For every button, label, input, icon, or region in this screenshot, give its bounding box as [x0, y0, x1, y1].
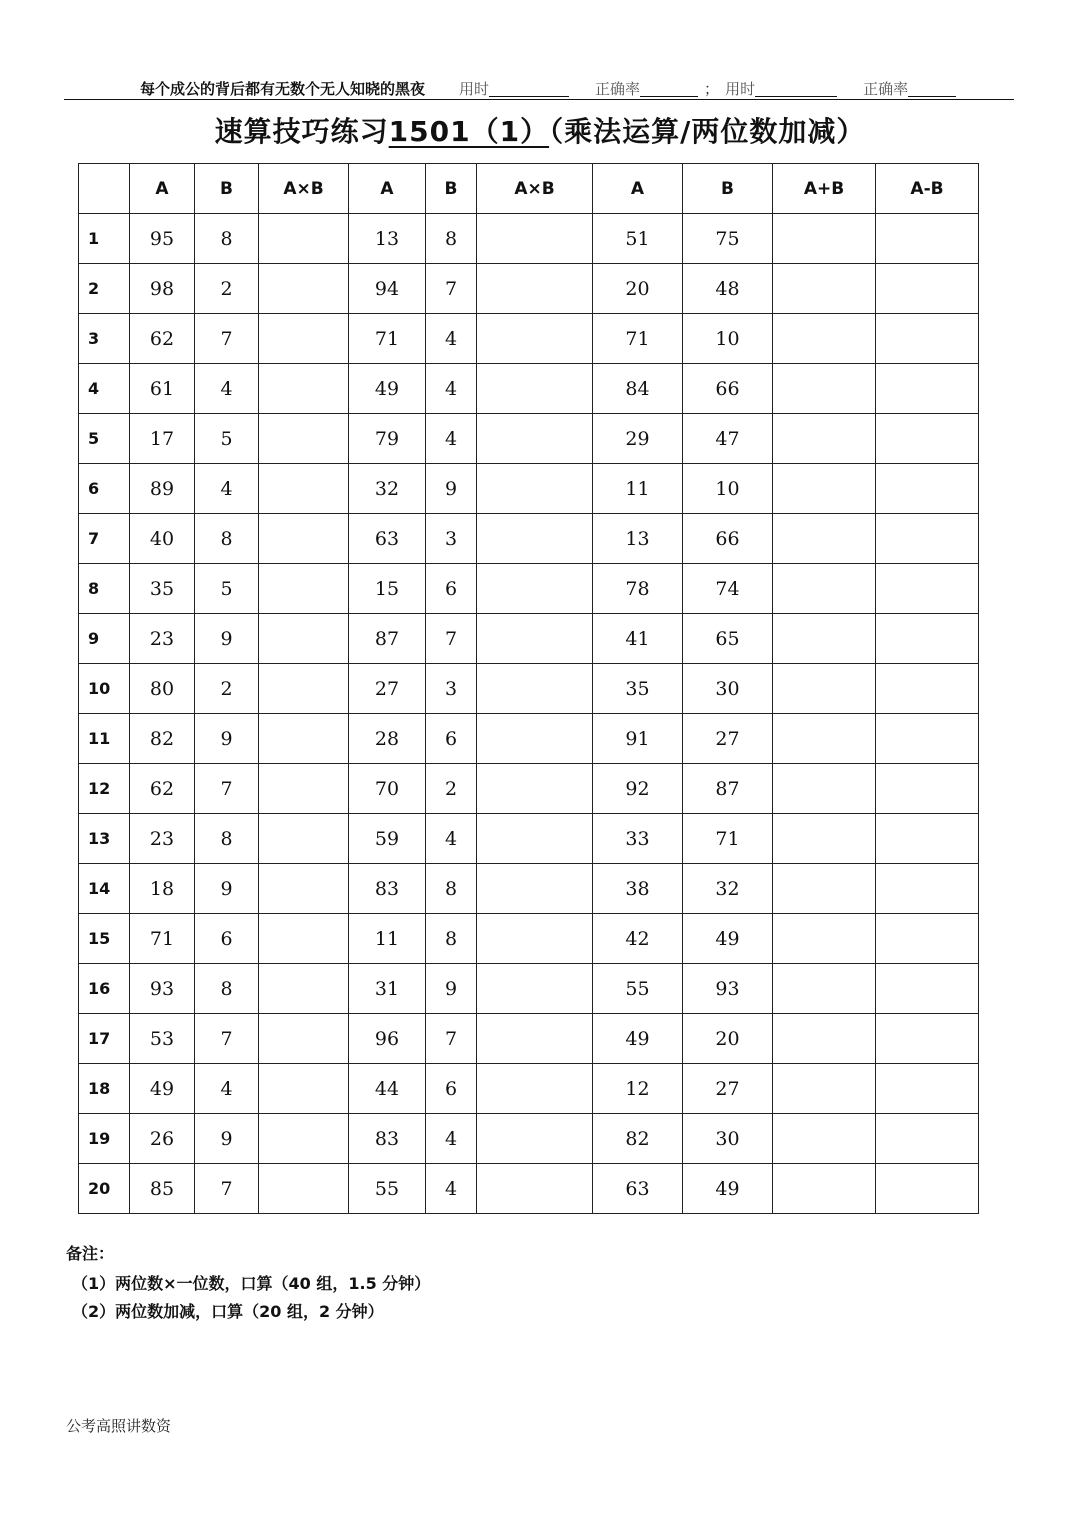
- time-label-1: 用时: [459, 79, 490, 98]
- cell-a-mul2: 13: [349, 214, 426, 264]
- answer-sum[interactable]: [773, 1164, 876, 1214]
- header-difference: A-B: [876, 164, 979, 214]
- answer-difference[interactable]: [876, 764, 979, 814]
- cell-b-mul2: 4: [426, 1114, 477, 1164]
- cell-b-mul1: 8: [195, 964, 259, 1014]
- cell-b-addsub: 49: [683, 914, 773, 964]
- cell-a-addsub: 84: [593, 364, 683, 414]
- cell-a-mul2: 28: [349, 714, 426, 764]
- cell-a-addsub: 33: [593, 814, 683, 864]
- cell-a-mul2: 83: [349, 864, 426, 914]
- answer-difference[interactable]: [876, 714, 979, 764]
- answer-sum[interactable]: [773, 364, 876, 414]
- cell-a-mul1: 71: [130, 914, 195, 964]
- answer-difference[interactable]: [876, 914, 979, 964]
- table-row: [79, 914, 979, 964]
- cell-a-mul2: 83: [349, 1114, 426, 1164]
- answer-sum[interactable]: [773, 414, 876, 464]
- cell-a-mul1: 18: [130, 864, 195, 914]
- notes-title: 备注：: [66, 1244, 115, 1263]
- cell-b-mul1: 6: [195, 914, 259, 964]
- note-line-2: （2）两位数加减，口算（20 组，2 分钟）: [72, 1302, 384, 1321]
- cell-a-addsub: 20: [593, 264, 683, 314]
- cell-b-mul2: 8: [426, 914, 477, 964]
- cell-b-mul2: 4: [426, 364, 477, 414]
- answer-product-2[interactable]: [477, 1014, 593, 1064]
- cell-b-mul2: 6: [426, 1064, 477, 1114]
- cell-b-mul2: 9: [426, 964, 477, 1014]
- cell-a-mul1: 62: [130, 314, 195, 364]
- answer-difference[interactable]: [876, 564, 979, 614]
- cell-b-mul2: 7: [426, 614, 477, 664]
- row-index: 14: [79, 864, 130, 914]
- cell-b-addsub: 30: [683, 1114, 773, 1164]
- table-row: [79, 1164, 979, 1214]
- cell-a-addsub: 42: [593, 914, 683, 964]
- cell-a-mul1: 53: [130, 1014, 195, 1064]
- cell-b-mul2: 7: [426, 1014, 477, 1064]
- answer-sum[interactable]: [773, 1114, 876, 1164]
- cell-a-addsub: 91: [593, 714, 683, 764]
- footer-text: 公考高照讲数资: [66, 1417, 172, 1435]
- cell-b-mul1: 8: [195, 514, 259, 564]
- cell-a-addsub: 51: [593, 214, 683, 264]
- answer-product-2[interactable]: [477, 664, 593, 714]
- answer-product-2[interactable]: [477, 214, 593, 264]
- answer-product-1[interactable]: [259, 914, 349, 964]
- answer-difference[interactable]: [876, 1014, 979, 1064]
- cell-a-mul1: 62: [130, 764, 195, 814]
- answer-sum[interactable]: [773, 314, 876, 364]
- cell-a-mul2: 55: [349, 1164, 426, 1214]
- row-index: 19: [79, 1114, 130, 1164]
- accuracy-blank-1[interactable]: [640, 80, 698, 97]
- answer-product-2[interactable]: [477, 514, 593, 564]
- answer-product-2[interactable]: [477, 414, 593, 464]
- accuracy-blank-2[interactable]: [908, 80, 956, 97]
- answer-product-2[interactable]: [477, 914, 593, 964]
- cell-b-mul1: 4: [195, 464, 259, 514]
- row-index: 15: [79, 914, 130, 964]
- cell-a-mul1: 95: [130, 214, 195, 264]
- cell-b-addsub: 27: [683, 714, 773, 764]
- answer-difference[interactable]: [876, 1064, 979, 1114]
- answer-sum[interactable]: [773, 214, 876, 264]
- answer-difference[interactable]: [876, 214, 979, 264]
- title-suffix: （乘法运算/两位数加减）: [549, 115, 866, 148]
- answer-product-1[interactable]: [259, 614, 349, 664]
- time-blank-2[interactable]: [755, 80, 837, 97]
- answer-product-1[interactable]: [259, 314, 349, 364]
- cell-a-addsub: 41: [593, 614, 683, 664]
- header-a-mul1: A: [130, 164, 195, 214]
- cell-a-mul2: 96: [349, 1014, 426, 1064]
- row-index: 5: [79, 414, 130, 464]
- cell-b-mul2: 6: [426, 714, 477, 764]
- answer-product-1[interactable]: [259, 864, 349, 914]
- answer-product-2[interactable]: [477, 964, 593, 1014]
- answer-sum[interactable]: [773, 514, 876, 564]
- table-row: [79, 1064, 979, 1114]
- cell-a-mul1: 23: [130, 814, 195, 864]
- table-body: [79, 214, 979, 1214]
- row-index: 3: [79, 314, 130, 364]
- answer-product-2[interactable]: [477, 764, 593, 814]
- row-index: 17: [79, 1014, 130, 1064]
- cell-a-mul2: 31: [349, 964, 426, 1014]
- cell-b-mul1: 8: [195, 214, 259, 264]
- answer-product-1[interactable]: [259, 714, 349, 764]
- answer-sum[interactable]: [773, 1014, 876, 1064]
- cell-a-mul2: 27: [349, 664, 426, 714]
- page-title: [0, 110, 1080, 150]
- answer-product-1[interactable]: [259, 964, 349, 1014]
- cell-b-mul2: 3: [426, 514, 477, 564]
- answer-sum[interactable]: [773, 614, 876, 664]
- accuracy-label-2: 正确率: [863, 79, 909, 98]
- cell-b-mul1: 2: [195, 664, 259, 714]
- answer-product-2[interactable]: [477, 864, 593, 914]
- answer-difference[interactable]: [876, 964, 979, 1014]
- answer-product-2[interactable]: [477, 714, 593, 764]
- cell-b-mul1: 2: [195, 264, 259, 314]
- answer-sum[interactable]: [773, 564, 876, 614]
- cell-b-mul2: 4: [426, 1164, 477, 1214]
- answer-product-1[interactable]: [259, 514, 349, 564]
- title-code: 1501（1）: [388, 115, 550, 148]
- table-row: [79, 814, 979, 864]
- time-blank-1[interactable]: [489, 80, 569, 97]
- answer-sum[interactable]: [773, 864, 876, 914]
- cell-a-addsub: 49: [593, 1014, 683, 1064]
- cell-a-addsub: 78: [593, 564, 683, 614]
- cell-b-addsub: 47: [683, 414, 773, 464]
- row-index: 1: [79, 214, 130, 264]
- cell-a-mul2: 79: [349, 414, 426, 464]
- table-row: [79, 214, 979, 264]
- row-index: 2: [79, 264, 130, 314]
- answer-product-1[interactable]: [259, 264, 349, 314]
- accuracy-label-1: 正确率: [595, 79, 641, 98]
- cell-a-mul2: 94: [349, 264, 426, 314]
- cell-a-mul1: 49: [130, 1064, 195, 1114]
- cell-a-mul1: 89: [130, 464, 195, 514]
- cell-a-mul1: 23: [130, 614, 195, 664]
- cell-b-mul2: 4: [426, 314, 477, 364]
- table-row: [79, 964, 979, 1014]
- row-index: 9: [79, 614, 130, 664]
- answer-sum[interactable]: [773, 914, 876, 964]
- cell-b-mul1: 9: [195, 614, 259, 664]
- cell-a-addsub: 82: [593, 1114, 683, 1164]
- answer-difference[interactable]: [876, 664, 979, 714]
- cell-b-addsub: 93: [683, 964, 773, 1014]
- note-line-1: （1）两位数×一位数，口算（40 组，1.5 分钟）: [72, 1274, 431, 1293]
- answer-sum[interactable]: [773, 814, 876, 864]
- cell-b-mul1: 7: [195, 1014, 259, 1064]
- answer-difference[interactable]: [876, 264, 979, 314]
- motto: 每个成公的背后都有无数个无人知晓的黑夜: [140, 79, 426, 98]
- cell-b-addsub: 30: [683, 664, 773, 714]
- cell-b-addsub: 10: [683, 314, 773, 364]
- cell-a-mul1: 17: [130, 414, 195, 464]
- cell-a-addsub: 13: [593, 514, 683, 564]
- row-index: 13: [79, 814, 130, 864]
- answer-product-2[interactable]: [477, 1164, 593, 1214]
- cell-b-mul1: 7: [195, 314, 259, 364]
- table-row: [79, 414, 979, 464]
- cell-a-mul2: 15: [349, 564, 426, 614]
- cell-b-mul1: 7: [195, 764, 259, 814]
- answer-product-1[interactable]: [259, 214, 349, 264]
- header-rule: [64, 99, 1014, 100]
- cell-b-addsub: 71: [683, 814, 773, 864]
- cell-b-addsub: 10: [683, 464, 773, 514]
- answer-product-1[interactable]: [259, 814, 349, 864]
- cell-b-mul1: 5: [195, 414, 259, 464]
- header-sum: A+B: [773, 164, 876, 214]
- answer-difference[interactable]: [876, 464, 979, 514]
- cell-a-mul1: 98: [130, 264, 195, 314]
- answer-product-1[interactable]: [259, 764, 349, 814]
- cell-a-addsub: 35: [593, 664, 683, 714]
- answer-product-1[interactable]: [259, 1114, 349, 1164]
- answer-product-2[interactable]: [477, 814, 593, 864]
- title-prefix: 速算技巧练习: [214, 115, 389, 148]
- cell-b-mul1: 9: [195, 1114, 259, 1164]
- cell-b-addsub: 74: [683, 564, 773, 614]
- cell-b-addsub: 75: [683, 214, 773, 264]
- cell-b-mul2: 3: [426, 664, 477, 714]
- cell-a-addsub: 38: [593, 864, 683, 914]
- cell-a-mul2: 11: [349, 914, 426, 964]
- answer-product-2[interactable]: [477, 614, 593, 664]
- header-product-2: A×B: [477, 164, 593, 214]
- answer-sum[interactable]: [773, 464, 876, 514]
- answer-product-1[interactable]: [259, 1064, 349, 1114]
- table-header-row: [79, 164, 979, 214]
- table-row: [79, 1014, 979, 1064]
- cell-a-mul2: 49: [349, 364, 426, 414]
- header-product-1: A×B: [259, 164, 349, 214]
- cell-b-mul1: 4: [195, 364, 259, 414]
- answer-product-1[interactable]: [259, 1014, 349, 1064]
- cell-a-mul2: 44: [349, 1064, 426, 1114]
- answer-difference[interactable]: [876, 864, 979, 914]
- answer-product-2[interactable]: [477, 1064, 593, 1114]
- cell-a-addsub: 12: [593, 1064, 683, 1114]
- cell-a-mul1: 82: [130, 714, 195, 764]
- table-row: [79, 314, 979, 364]
- notes: [66, 1240, 430, 1326]
- answer-difference[interactable]: [876, 514, 979, 564]
- time-label-2: 用时: [725, 79, 756, 98]
- answer-difference[interactable]: [876, 614, 979, 664]
- cell-a-addsub: 92: [593, 764, 683, 814]
- table-row: [79, 764, 979, 814]
- cell-a-mul1: 40: [130, 514, 195, 564]
- cell-b-addsub: 66: [683, 514, 773, 564]
- cell-b-addsub: 65: [683, 614, 773, 664]
- table-row: [79, 714, 979, 764]
- answer-sum[interactable]: [773, 964, 876, 1014]
- row-index: 8: [79, 564, 130, 614]
- answer-sum[interactable]: [773, 264, 876, 314]
- cell-a-addsub: 29: [593, 414, 683, 464]
- cell-a-mul1: 85: [130, 1164, 195, 1214]
- answer-difference[interactable]: [876, 364, 979, 414]
- answer-product-2[interactable]: [477, 264, 593, 314]
- row-index: 6: [79, 464, 130, 514]
- cell-a-addsub: 55: [593, 964, 683, 1014]
- answer-sum[interactable]: [773, 664, 876, 714]
- row-index: 12: [79, 764, 130, 814]
- answer-product-1[interactable]: [259, 464, 349, 514]
- answer-product-1[interactable]: [259, 664, 349, 714]
- header-index: [79, 164, 130, 214]
- cell-b-mul2: 7: [426, 264, 477, 314]
- header-b-mul2: B: [426, 164, 477, 214]
- cell-b-mul2: 9: [426, 464, 477, 514]
- cell-a-mul2: 59: [349, 814, 426, 864]
- answer-sum[interactable]: [773, 714, 876, 764]
- table-row: [79, 664, 979, 714]
- cell-b-mul2: 8: [426, 214, 477, 264]
- answer-product-2[interactable]: [477, 314, 593, 364]
- cell-a-addsub: 71: [593, 314, 683, 364]
- row-index: 11: [79, 714, 130, 764]
- table-row: [79, 1114, 979, 1164]
- answer-product-2[interactable]: [477, 1114, 593, 1164]
- cell-a-mul2: 70: [349, 764, 426, 814]
- cell-b-mul1: 8: [195, 814, 259, 864]
- cell-b-mul2: 4: [426, 814, 477, 864]
- header-b-addsub: B: [683, 164, 773, 214]
- cell-b-mul1: 9: [195, 864, 259, 914]
- answer-difference[interactable]: [876, 1164, 979, 1214]
- header-line: [140, 76, 1020, 100]
- answer-product-2[interactable]: [477, 364, 593, 414]
- answer-product-1[interactable]: [259, 364, 349, 414]
- table-row: [79, 614, 979, 664]
- table-row: [79, 464, 979, 514]
- table-row: [79, 264, 979, 314]
- answer-sum[interactable]: [773, 764, 876, 814]
- cell-a-mul2: 71: [349, 314, 426, 364]
- row-index: 16: [79, 964, 130, 1014]
- table-row: [79, 364, 979, 414]
- cell-b-mul1: 4: [195, 1064, 259, 1114]
- table-row: [79, 514, 979, 564]
- cell-a-mul1: 26: [130, 1114, 195, 1164]
- answer-difference[interactable]: [876, 814, 979, 864]
- cell-b-addsub: 27: [683, 1064, 773, 1114]
- answer-difference[interactable]: [876, 1114, 979, 1164]
- cell-b-addsub: 66: [683, 364, 773, 414]
- cell-b-addsub: 48: [683, 264, 773, 314]
- row-index: 10: [79, 664, 130, 714]
- cell-b-mul1: 5: [195, 564, 259, 614]
- answer-product-2[interactable]: [477, 464, 593, 514]
- cell-b-mul2: 6: [426, 564, 477, 614]
- header-a-mul2: A: [349, 164, 426, 214]
- cell-b-addsub: 49: [683, 1164, 773, 1214]
- cell-a-addsub: 63: [593, 1164, 683, 1214]
- cell-a-mul2: 63: [349, 514, 426, 564]
- row-index: 7: [79, 514, 130, 564]
- answer-product-1[interactable]: [259, 1164, 349, 1214]
- row-index: 4: [79, 364, 130, 414]
- cell-b-mul2: 8: [426, 864, 477, 914]
- cell-a-mul1: 35: [130, 564, 195, 614]
- cell-b-mul1: 7: [195, 1164, 259, 1214]
- separator: ；: [704, 79, 720, 98]
- row-index: 20: [79, 1164, 130, 1214]
- cell-a-mul2: 32: [349, 464, 426, 514]
- answer-difference[interactable]: [876, 314, 979, 364]
- table-row: [79, 864, 979, 914]
- answer-product-1[interactable]: [259, 564, 349, 614]
- answer-sum[interactable]: [773, 1064, 876, 1114]
- cell-a-mul1: 61: [130, 364, 195, 414]
- cell-b-addsub: 87: [683, 764, 773, 814]
- header-a-addsub: A: [593, 164, 683, 214]
- cell-b-addsub: 20: [683, 1014, 773, 1064]
- cell-b-mul2: 2: [426, 764, 477, 814]
- cell-a-mul1: 80: [130, 664, 195, 714]
- table-row: [79, 564, 979, 614]
- cell-a-addsub: 11: [593, 464, 683, 514]
- answer-product-1[interactable]: [259, 414, 349, 464]
- cell-b-mul2: 4: [426, 414, 477, 464]
- cell-a-mul1: 93: [130, 964, 195, 1014]
- header-b-mul1: B: [195, 164, 259, 214]
- exercise-table: [78, 163, 979, 1214]
- row-index: 18: [79, 1064, 130, 1114]
- cell-b-addsub: 32: [683, 864, 773, 914]
- answer-difference[interactable]: [876, 414, 979, 464]
- answer-product-2[interactable]: [477, 564, 593, 614]
- cell-b-mul1: 9: [195, 714, 259, 764]
- cell-a-mul2: 87: [349, 614, 426, 664]
